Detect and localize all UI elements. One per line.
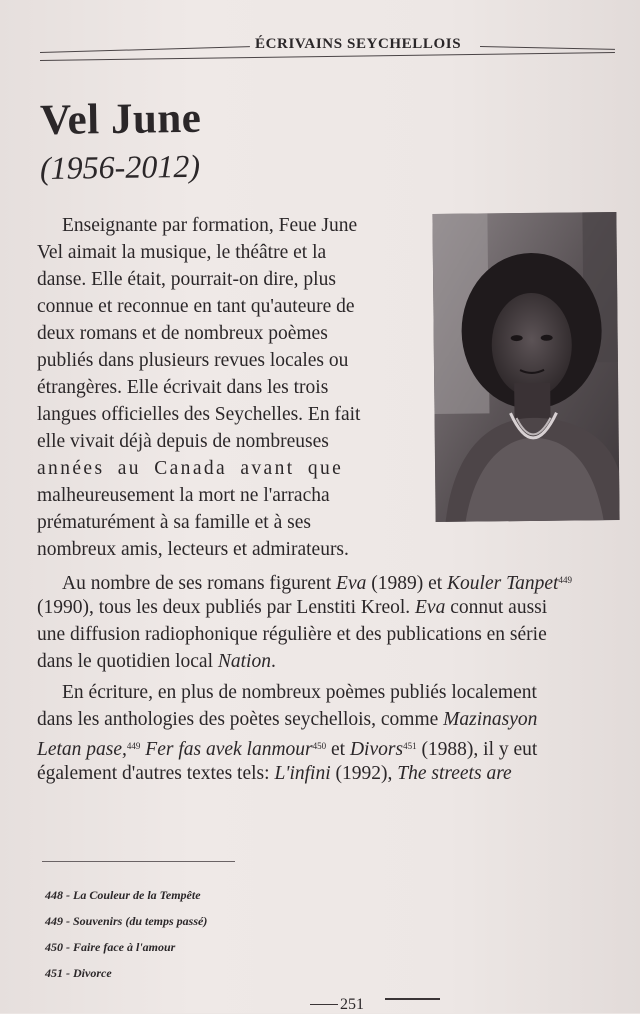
title-kouler-tanpet: Kouler Tanpet bbox=[447, 573, 559, 594]
footnote-item: 449 - Souvenirs (du temps passé) bbox=[45, 914, 208, 928]
page-number-rule-left bbox=[310, 1004, 338, 1005]
title-mazinasyon: Mazinasyon bbox=[443, 709, 538, 730]
text-line: connue et reconnue en tant qu'auteure de bbox=[37, 296, 355, 317]
header-rule-right bbox=[480, 46, 615, 50]
text-line: années au Canada avant que bbox=[37, 458, 344, 479]
text-line: prématurément à sa famille et à ses bbox=[37, 512, 311, 533]
running-head-title: ÉCRIVAINS SEYCHELLOIS bbox=[255, 36, 462, 52]
header-rule-bottom bbox=[40, 52, 615, 61]
text-line: Enseignante par formation, Feue June bbox=[62, 215, 358, 236]
footnote-ref: 450 bbox=[312, 741, 327, 751]
text-line: malheureusement la mort ne l'arracha bbox=[37, 485, 330, 506]
running-head bbox=[40, 30, 615, 64]
page-number: 251 bbox=[340, 996, 364, 1013]
title-divors: Divors bbox=[349, 739, 404, 760]
text-line: nombreux amis, lecteurs et admirateurs. bbox=[37, 539, 349, 560]
title-linfini: L'infini bbox=[274, 763, 331, 784]
text-line: dans les anthologies des poètes seychellois, comme Mazinasyon bbox=[37, 709, 538, 730]
text-line: Au nombre de ses romans figurent Eva (1989) et Kouler Tanpet$^{449}$ bbox=[62, 573, 572, 594]
text-line: Vel aimait la musique, le théâtre et la bbox=[37, 242, 327, 263]
text-line: (1990), tous les deux publiés par Lenstiti Kreol. Eva connut aussi bbox=[37, 597, 548, 618]
title-nation: Nation bbox=[217, 651, 271, 672]
title-fer-fas-avek-lanmour: Fer fas avek lanmour bbox=[145, 739, 313, 760]
footnote-ref: 449 bbox=[126, 741, 141, 751]
text-line: publiés dans plusieurs revues locales ou bbox=[37, 350, 349, 371]
text-line: danse. Elle était, pourrait-on dire, plus bbox=[37, 269, 336, 290]
author-portrait-photo bbox=[432, 212, 619, 522]
footnote-ref: 449 bbox=[558, 575, 572, 585]
title-eva: Eva bbox=[336, 573, 367, 594]
header-rule-left bbox=[40, 46, 250, 53]
text-line: En écriture, en plus de nombreux poèmes publiés localement bbox=[62, 682, 537, 703]
author-name: Vel June bbox=[39, 94, 202, 144]
text-line: Letan pase,$^{449}$ Fer fas avek lanmour$^{450}$ et Divors$^{451}$ (1988), il y eut bbox=[37, 739, 538, 760]
author-dates: (1956-2012) bbox=[39, 147, 201, 186]
title-eva: Eva bbox=[415, 597, 446, 618]
footnote-item: 450 - Faire face à l'amour bbox=[45, 940, 176, 954]
text-line: elle vivait déjà depuis de nombreuses bbox=[37, 431, 329, 452]
text-line: également d'autres textes tels: L'infini (1992), The streets are bbox=[37, 763, 512, 784]
footnotes bbox=[45, 882, 207, 986]
footnote-item: 448 - La Couleur de la Tempête bbox=[45, 888, 201, 902]
text-line: une diffusion radiophonique régulière et des publications en série bbox=[37, 624, 547, 645]
title-the-streets-are: The streets are bbox=[397, 763, 512, 784]
text-line: deux romans et de nombreux poèmes bbox=[37, 323, 328, 344]
footnote-divider bbox=[42, 861, 235, 862]
footnote-item: 451 - Divorce bbox=[45, 966, 112, 980]
title-letan-pase: Letan pase, bbox=[37, 739, 127, 760]
text-line: étrangères. Elle écrivait dans les trois bbox=[37, 377, 329, 398]
text-line: langues officielles des Seychelles. En fait bbox=[37, 404, 361, 425]
page-number-rule-right bbox=[385, 998, 440, 1000]
text-line: dans le quotidien local Nation. bbox=[37, 651, 276, 672]
footnote-ref: 451 bbox=[403, 741, 417, 751]
